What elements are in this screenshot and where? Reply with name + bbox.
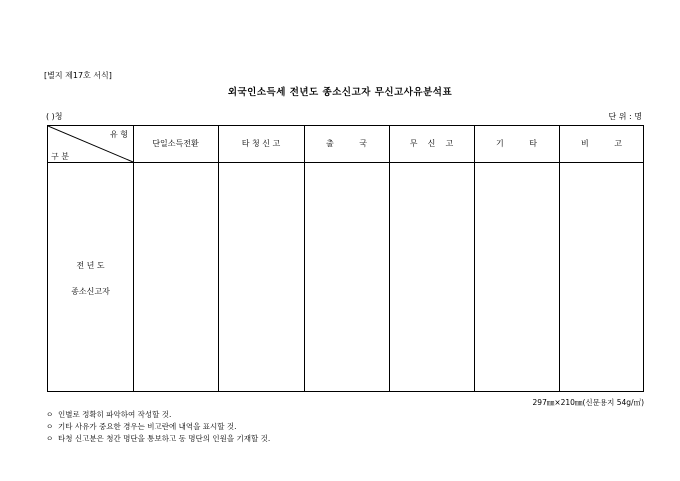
column-header-departure: 출 국: [326, 139, 367, 148]
note-item: ㅇ 기타 사유가 중요한 경우는 비고란에 내역을 표시할 것.: [46, 422, 237, 431]
column-divider: [389, 126, 390, 391]
row-label-comprehensive-filer: 종소신고자: [71, 287, 110, 296]
column-divider: [474, 126, 475, 391]
analysis-table: [47, 125, 644, 392]
office-field: ( )청: [46, 112, 63, 121]
column-divider: [304, 126, 305, 391]
column-header-other: 기 타: [496, 139, 537, 148]
column-divider: [559, 126, 560, 391]
column-header-remarks: 비 고: [581, 139, 622, 148]
instruction-notes: [46, 409, 270, 445]
column-divider: [133, 126, 134, 391]
column-header-other-office: 타 청 신 고: [241, 139, 281, 148]
column-header-no-filing: 무 신 고: [409, 139, 454, 148]
column-header-single-income: 단일소득전환: [152, 139, 199, 148]
page-title: 외국인소득세 전년도 종소신고자 무신고사유분석표: [227, 87, 453, 98]
corner-type-label: 유 형: [110, 130, 128, 139]
note-item: ㅇ 인별로 정확히 파악하여 작성할 것.: [46, 410, 172, 419]
row-label-prior-year: 전 년 도: [76, 261, 105, 270]
paper-size-note: 297㎜×210㎜(신문용지 54g/㎡): [532, 398, 644, 407]
header-divider: [48, 162, 643, 163]
form-number-label: [별지 제17호 서식]: [44, 71, 112, 80]
unit-label: 단 위 : 명: [608, 112, 642, 121]
column-divider: [218, 126, 219, 391]
corner-category-label: 구 분: [51, 152, 69, 161]
note-item: ㅇ 타청 신고분은 청간 명단을 통보하고 동 명단의 인원을 기재할 것.: [46, 434, 271, 443]
